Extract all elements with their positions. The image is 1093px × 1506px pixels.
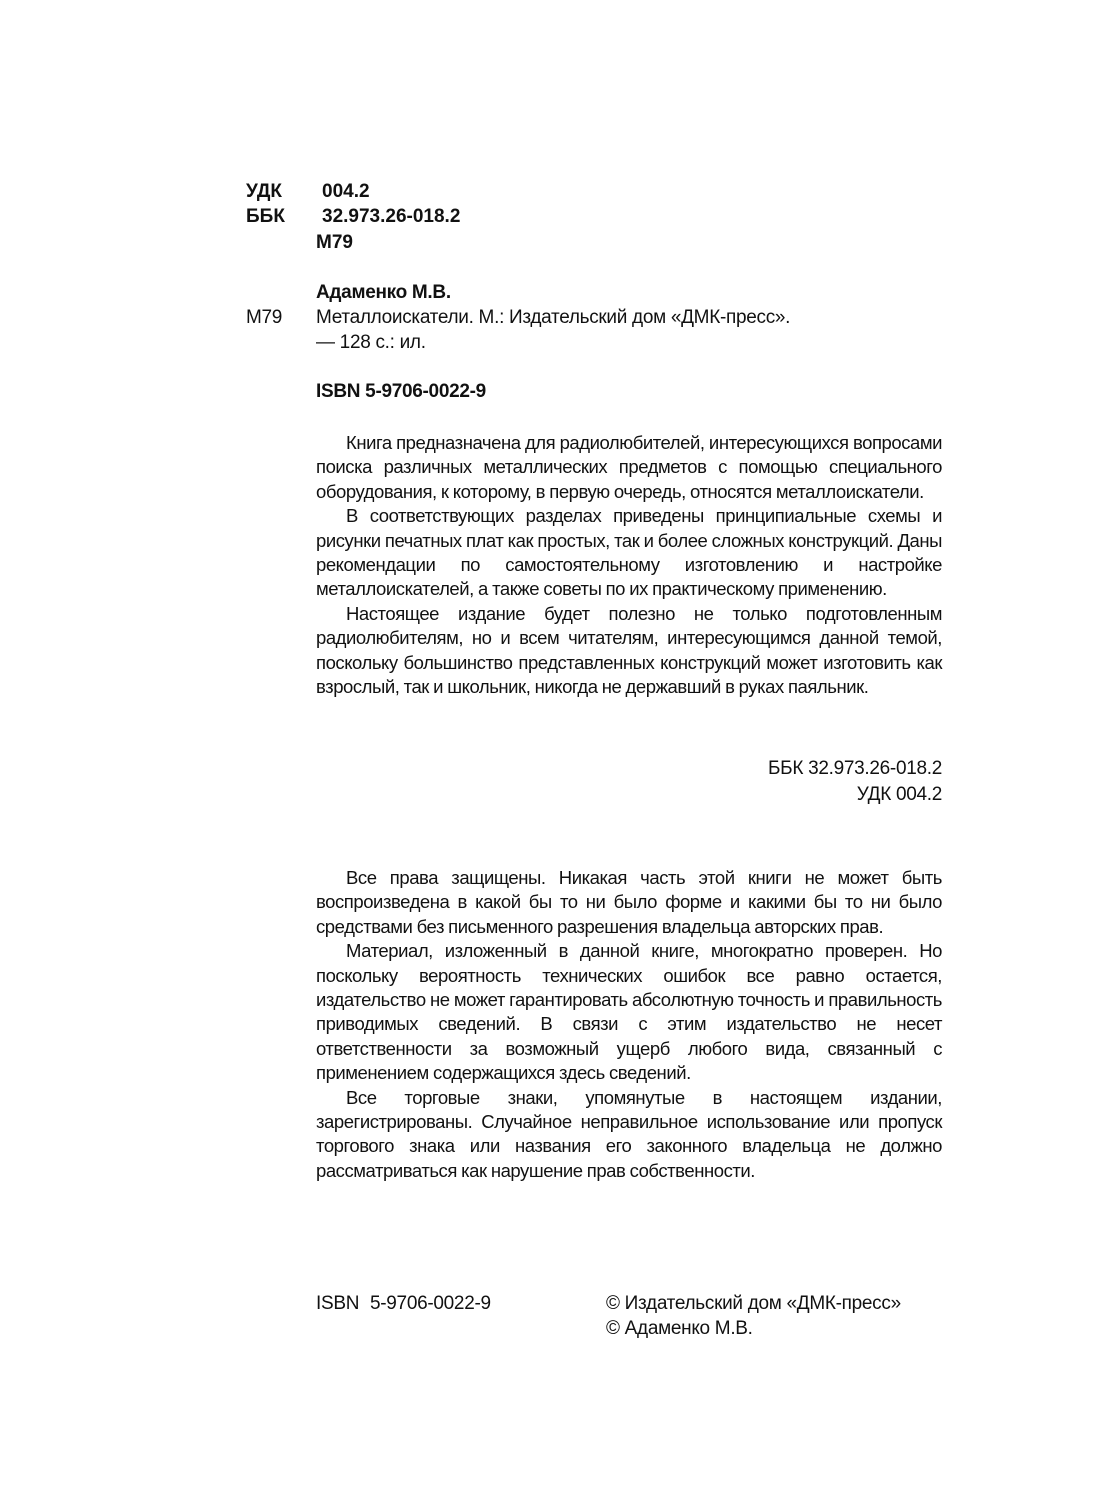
annotation xyxy=(316,431,942,699)
rights-notice xyxy=(316,866,942,1183)
annotation-paragraph: Книга предназначена для радиолюбителей, интересующихся вопросами поиска различных металлических предметов с помощью специального оборудования, к которому, в первую очередь, относятся металлоискатели. xyxy=(316,432,942,502)
udk-code-right: УДК 004.2 xyxy=(856,784,942,805)
udk-code: 004.2 xyxy=(322,181,370,202)
rights-paragraph: Материал, изложенный в данной книге, многократно проверен. Но поскольку вероятность технических ошибок все равно остается, издательство не может гарантировать абсолютную точность и правильность приводимых сведений. В связи с этим издательство не несет ответственности за возможный ущерб любого вида, связанный с применением содержащихся здесь сведений. xyxy=(316,940,942,1084)
bbk-code: 32.973.26-018.2 xyxy=(322,206,461,227)
rights-paragraph: Все права защищены. Никакая часть этой книги не может быть воспроизведена в какой бы то ни было форме и какими бы то ни было средствами без письменного разрешения владельца авторских прав. xyxy=(316,867,942,937)
bbk-code-right: ББК 32.973.26-018.2 xyxy=(768,758,942,779)
rights-paragraph: Все торговые знаки, упомянутые в настоящем издании, зарегистрированы. Случайное неправильное использование или пропуск торгового знака или названия его законного владельца не должно рассматриваться как нарушение прав собственности. xyxy=(316,1086,942,1181)
udk-label: УДК xyxy=(246,181,282,202)
author-mark-side: М79 xyxy=(246,307,283,328)
classification-codes-right xyxy=(600,756,942,808)
book-title-line: Металлоискатели. М.: Издательский дом «ДМК-пресс». xyxy=(316,307,791,328)
bbk-label: ББК xyxy=(246,206,285,227)
copyright-publisher: © Издательский дом «ДМК-пресс» xyxy=(606,1293,901,1314)
pages-line: — 128 с.: ил. xyxy=(316,332,426,353)
annotation-paragraph: В соответствующих разделах приведены принципиальные схемы и рисунки печатных плат как простых, так и более сложных конструкций. Даны рекомендации по самостоятельному изготовлению и настройке металлоискателей, а также советы по их практическому применению. xyxy=(316,505,942,600)
isbn-bold: ISBN 5-9706-0022-9 xyxy=(316,381,486,402)
author-name: Адаменко М.В. xyxy=(316,282,451,303)
footer-isbn-number: 5-9706-0022-9 xyxy=(370,1293,491,1314)
annotation-paragraph: Настоящее издание будет полезно не только подготовленным радиолюбителям, но и всем читателям, интересующимся данной темой, поскольку большинство представленных конструкций может изготовить как взрослый, так и школьник, никогда не державший в руках паяльник. xyxy=(316,602,942,698)
copyright-author: © Адаменко М.В. xyxy=(606,1318,753,1339)
author-mark: М79 xyxy=(316,232,353,253)
footer-isbn-label: ISBN xyxy=(316,1293,360,1314)
